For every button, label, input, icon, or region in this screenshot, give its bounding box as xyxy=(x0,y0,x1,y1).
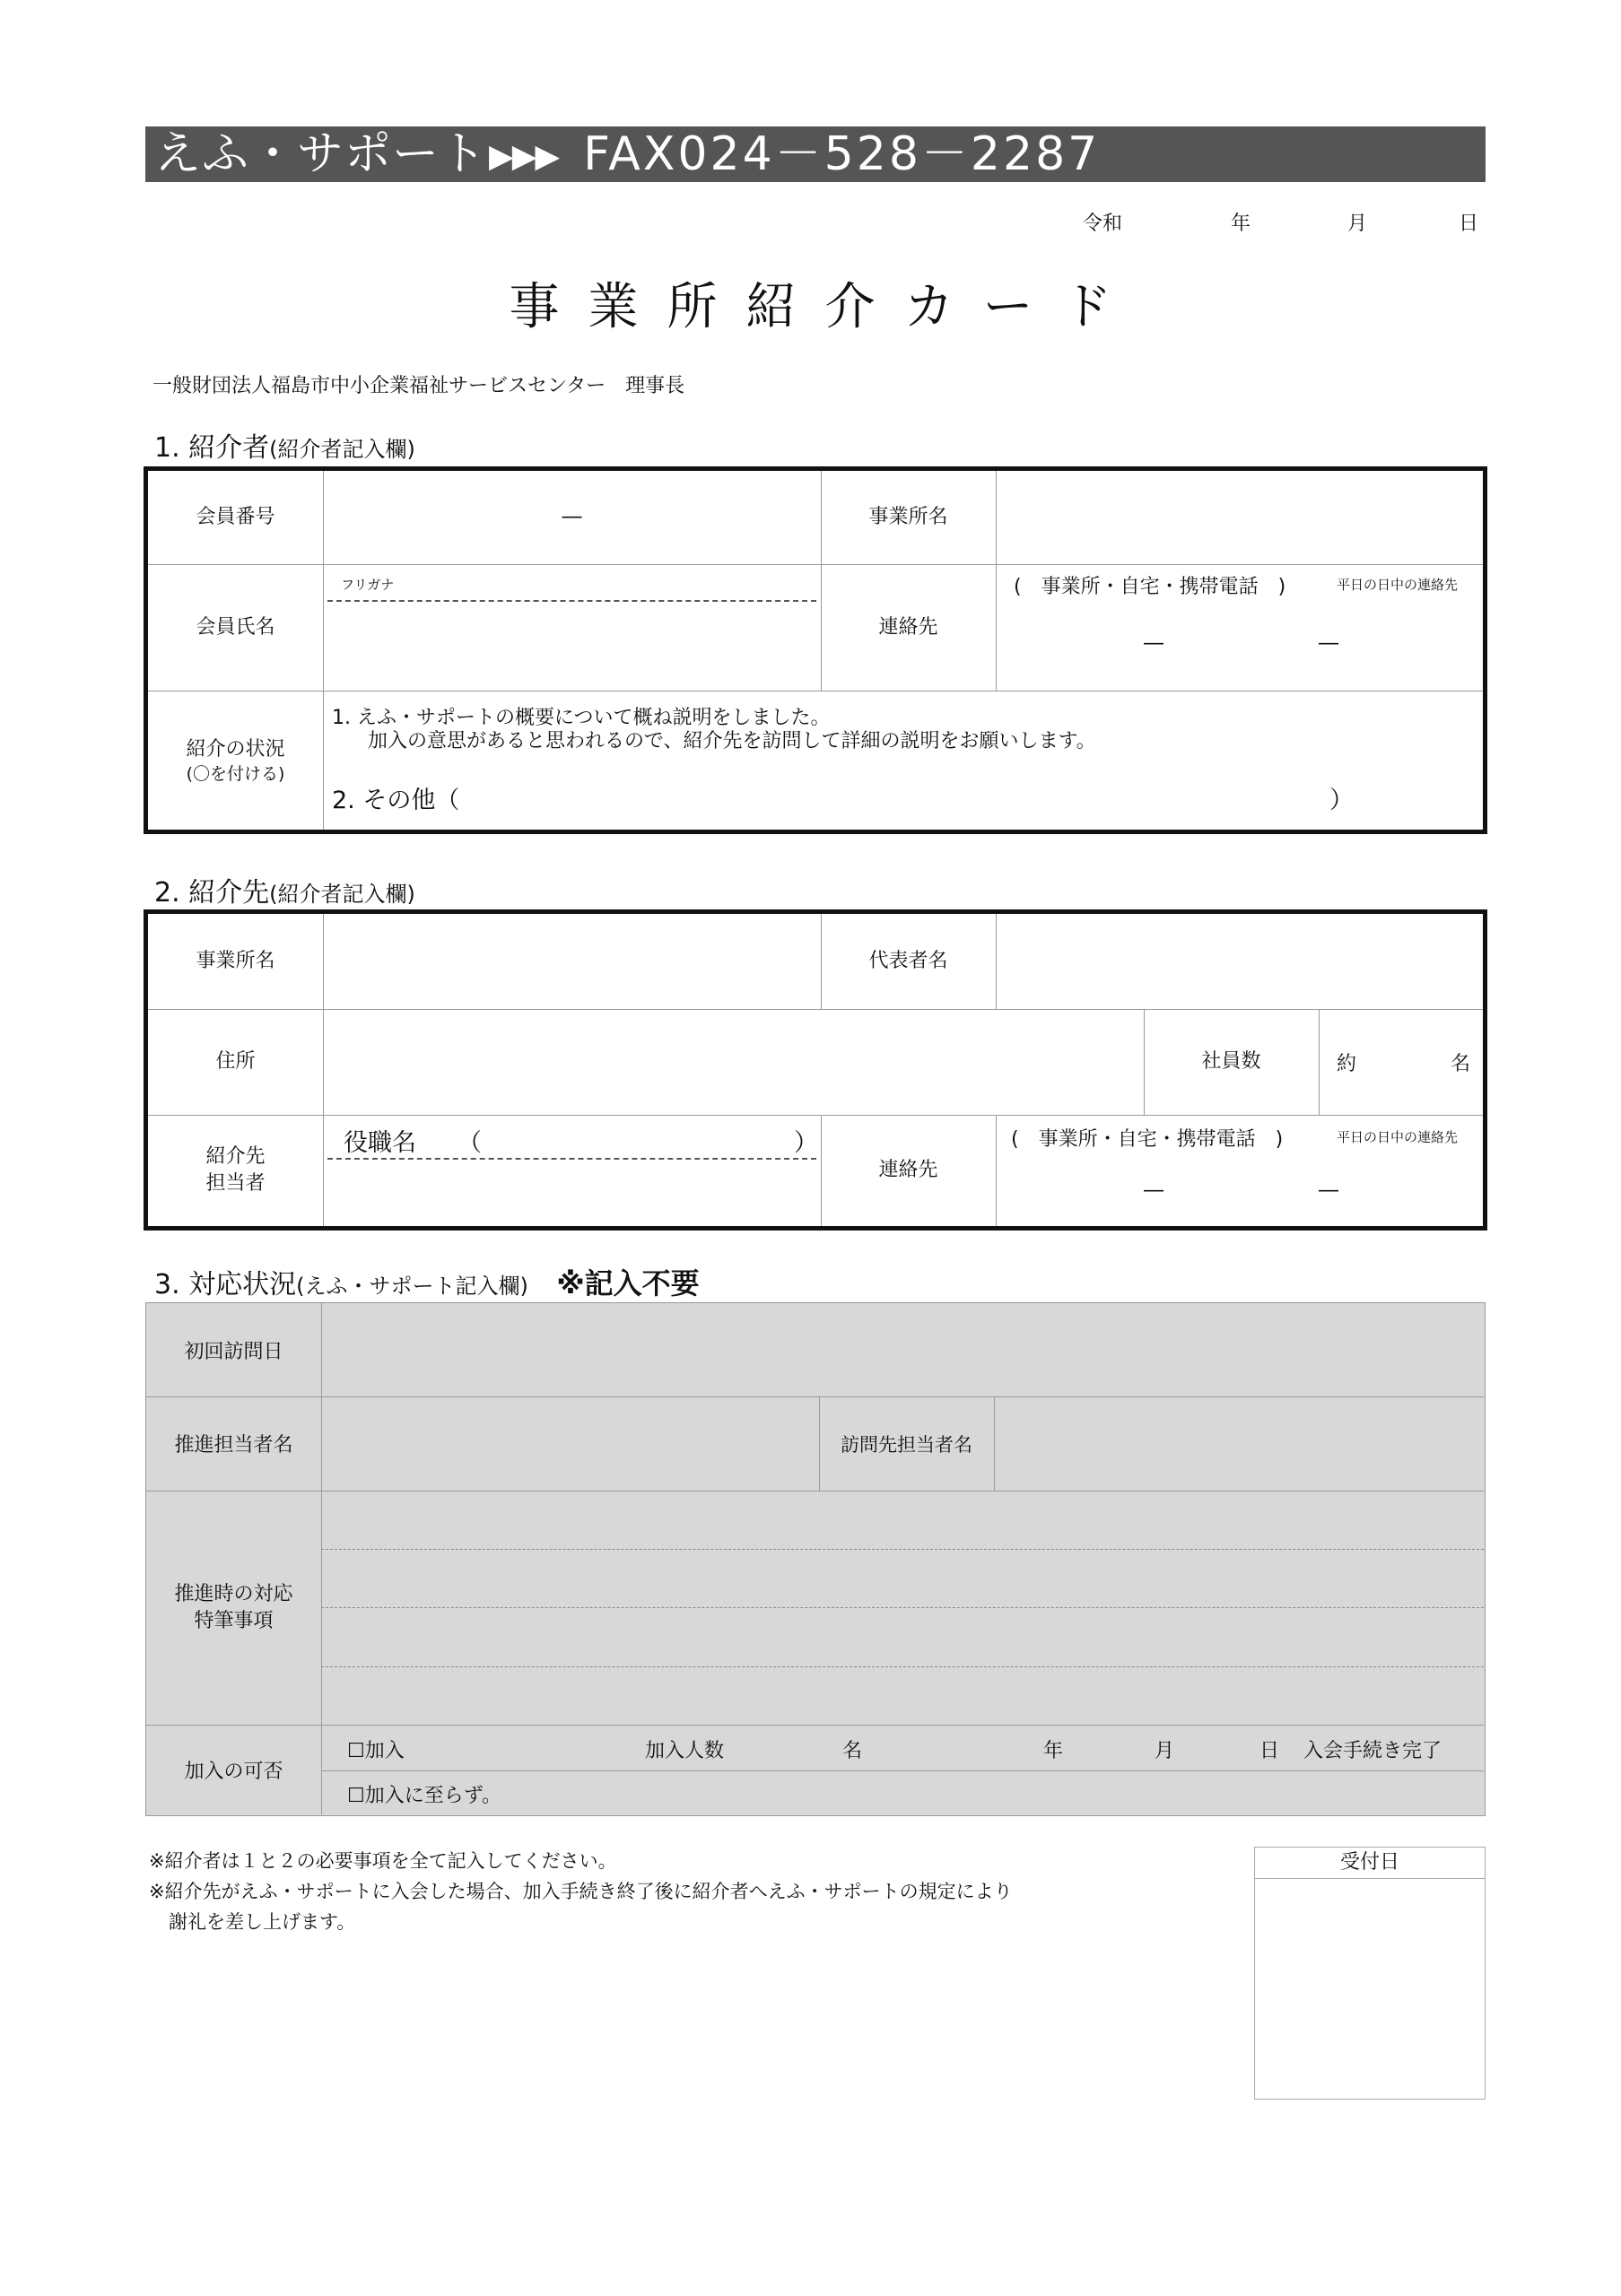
join-label: 加入の可否 xyxy=(184,1761,283,1783)
section3-no-entry-note: ※記入不要 xyxy=(556,1266,700,1300)
status-label: 紹介の状況 xyxy=(186,737,285,761)
referral-office-label: 事業所名 xyxy=(196,950,275,972)
office-name-field[interactable] xyxy=(996,471,1483,564)
representative-field[interactable] xyxy=(996,914,1483,1009)
position-field[interactable] xyxy=(489,1122,785,1154)
status-option-1[interactable]: 1. えふ・サポートの概要について概ね説明をしました。 xyxy=(332,707,831,729)
referral-contact-label: 連絡先 xyxy=(878,1159,938,1181)
office-name-label: 事業所名 xyxy=(868,506,948,528)
section3-heading xyxy=(154,1261,700,1302)
status-label-cell xyxy=(148,691,323,830)
join-checkbox[interactable]: ☐加入 xyxy=(347,1740,405,1762)
received-date-field xyxy=(1255,1879,1485,2098)
note-line-2: ※紹介先がえふ・サポートに入会した場合、加入手続き終了後に紹介者へえふ・サポートの規定により xyxy=(149,1881,1013,1902)
position-close: ） xyxy=(794,1129,818,1157)
section3-title: 3. 対応状況 xyxy=(154,1269,297,1300)
join-year: 年 xyxy=(1043,1740,1064,1762)
section1-heading xyxy=(154,425,415,465)
member-name-field[interactable] xyxy=(326,605,819,686)
section1-subtitle: (紹介者記入欄) xyxy=(269,437,415,462)
employees-field[interactable] xyxy=(1368,1035,1440,1080)
introducer-table xyxy=(144,466,1487,834)
member-no-field[interactable]: ― xyxy=(562,506,582,528)
section1-title: 1. 紹介者 xyxy=(154,432,270,464)
fax-number: FAX024－528－2287 xyxy=(583,127,1101,181)
join-complete-label: 入会手続き完了 xyxy=(1303,1740,1442,1762)
referral-table xyxy=(144,909,1487,1231)
fax-header-bar xyxy=(145,126,1486,182)
note-line-3: 謝礼を差し上げます。 xyxy=(169,1911,356,1933)
arrow-icon: ▶▶▶ xyxy=(489,138,559,175)
furigana-label: フリガナ xyxy=(341,577,395,593)
employees-unit: 名 xyxy=(1451,1053,1471,1075)
first-visit-label: 初回訪問日 xyxy=(184,1340,283,1363)
position-open: （ xyxy=(458,1129,482,1157)
brand-name: えふ・サポート xyxy=(154,127,488,181)
phone-type-options[interactable]: ( 事業所・自宅・携帯電話 ) xyxy=(1014,576,1286,598)
status-option-2[interactable]: 2. その他（ xyxy=(332,787,460,814)
date-era: 令和 xyxy=(1083,213,1123,235)
phone-dash-2: ― xyxy=(1319,632,1338,655)
referral-phone-type-options[interactable]: ( 事業所・自宅・携帯電話 ) xyxy=(1011,1128,1284,1151)
section2-subtitle: (紹介者記入欄) xyxy=(269,882,415,907)
section3-subtitle: (えふ・サポート記入欄) xyxy=(296,1274,528,1299)
date-day: 日 xyxy=(1459,213,1479,235)
contact-person-label-2: 担当者 xyxy=(205,1172,266,1195)
first-visit-field xyxy=(323,1305,1480,1395)
not-join-checkbox[interactable]: ☐加入に至らず。 xyxy=(347,1785,501,1807)
contact-person-label-cell xyxy=(148,1115,323,1226)
date-month: 月 xyxy=(1347,213,1368,235)
member-no-label: 会員番号 xyxy=(196,506,275,528)
date-year: 年 xyxy=(1231,213,1251,235)
response-status-table xyxy=(145,1302,1486,1816)
remarks-label-2: 特筆事項 xyxy=(194,1609,274,1632)
contact-person-label-1: 紹介先 xyxy=(205,1145,266,1168)
address-label: 住所 xyxy=(215,1050,256,1073)
referral-phone-dash-1: ― xyxy=(1144,1179,1163,1202)
page-title: 事業所紹介カード xyxy=(509,278,1141,336)
footer-notes xyxy=(149,1846,1013,1937)
address-field[interactable] xyxy=(323,1009,1144,1115)
received-date-label: 受付日 xyxy=(1255,1848,1485,1879)
member-name-label: 会員氏名 xyxy=(196,615,275,639)
contact-label: 連絡先 xyxy=(878,615,938,639)
status-option-2-close: ） xyxy=(1329,787,1354,814)
referral-phone-dash-2: ― xyxy=(1319,1179,1338,1202)
visit-contact-label: 訪問先担当者名 xyxy=(841,1433,972,1456)
section2-title: 2. 紹介先 xyxy=(154,877,270,909)
received-date-box xyxy=(1254,1847,1486,2100)
status-option-1-detail: 加入の意思があると思われるので、紹介先を訪問して詳細の説明をお願いします。 xyxy=(368,730,1096,752)
referral-office-field[interactable] xyxy=(323,914,821,1009)
recipient-line: 一般財団法人福島市中小企業福祉サービスセンター 理事長 xyxy=(153,375,685,397)
contact-person-name-field[interactable] xyxy=(326,1163,819,1222)
join-count-label: 加入人数 xyxy=(645,1740,725,1762)
join-day: 日 xyxy=(1259,1740,1280,1762)
promoter-label: 推進担当者名 xyxy=(174,1434,293,1457)
section2-heading xyxy=(154,870,415,909)
remarks-label-1: 推進時の対応 xyxy=(174,1582,293,1605)
note-line-1: ※紹介者は１と２の必要事項を全て記入してください。 xyxy=(149,1850,617,1872)
daytime-contact-note: 平日の日中の連絡先 xyxy=(1337,577,1459,593)
representative-label: 代表者名 xyxy=(868,950,948,972)
employees-label: 社員数 xyxy=(1201,1050,1261,1073)
join-month: 月 xyxy=(1155,1740,1175,1762)
remarks-label-cell xyxy=(146,1491,321,1725)
status-hint: (〇を付ける) xyxy=(186,763,285,784)
position-label: 役職名 xyxy=(344,1129,416,1157)
employees-approx: 約 xyxy=(1337,1053,1357,1075)
referral-daytime-note: 平日の日中の連絡先 xyxy=(1337,1129,1459,1145)
phone-dash-1: ― xyxy=(1144,632,1163,655)
join-count-unit: 名 xyxy=(842,1740,863,1762)
